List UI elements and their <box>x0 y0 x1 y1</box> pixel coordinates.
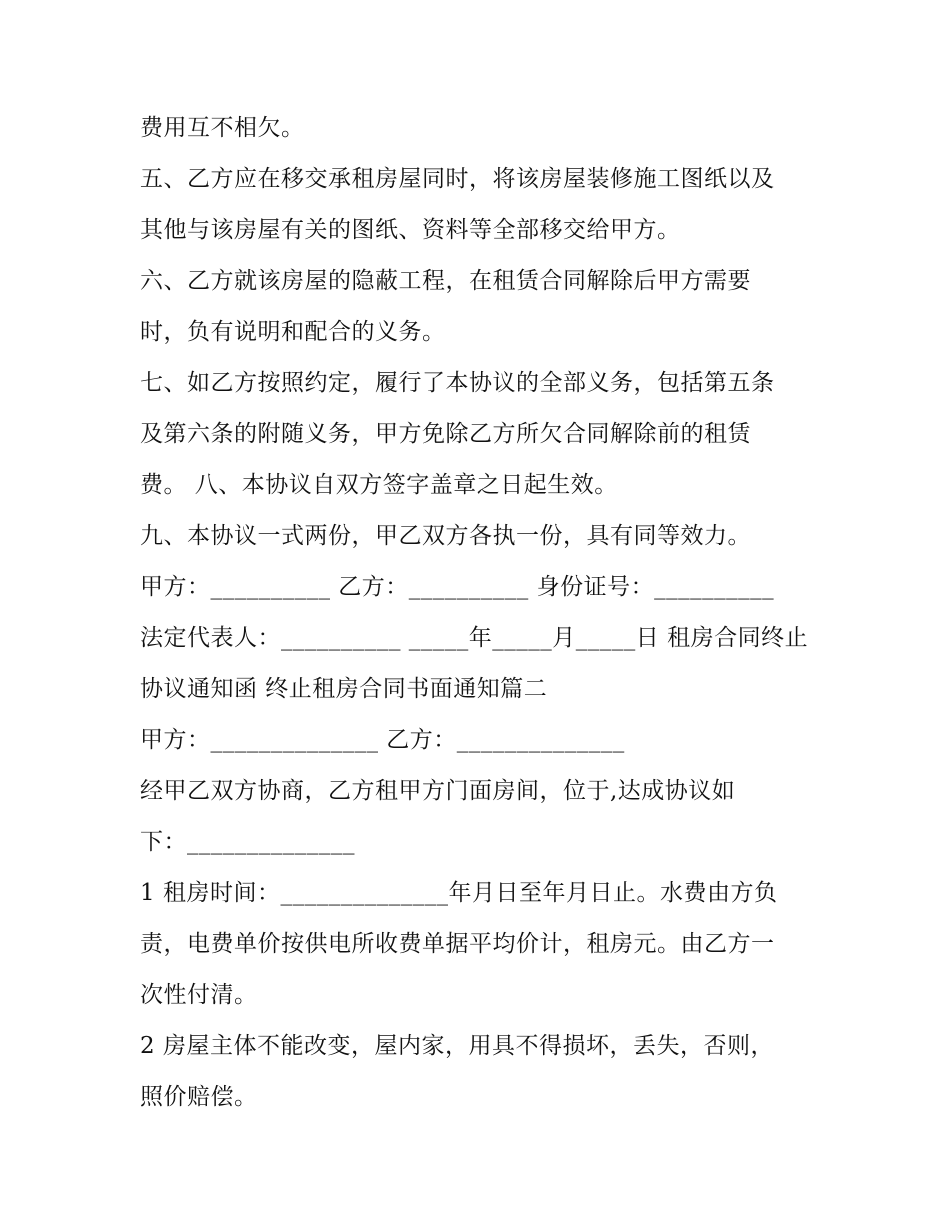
text-line-5: 时，负有说明和配合的义务。 <box>140 319 446 345</box>
text-line-8: 费。 八、本协议自双方签字盖章之日起生效。 <box>140 472 618 498</box>
text-line-17: 责，电费单价按供电所收费单据平均价计，租房元。由乙方一 <box>140 931 775 957</box>
text-line-2: 五、乙方应在移交承租房屋同时，将该房屋装修施工图纸以及 <box>140 166 775 192</box>
parties-line: 甲方：______________ 乙方：______________ <box>140 727 625 753</box>
text-line-7: 及第六条的附随义务，甲方免除乙方所欠合同解除前的租赁 <box>140 421 751 447</box>
text-line-20: 照价赔偿。 <box>140 1084 258 1110</box>
text-line-9: 九、本协议一式两份，甲乙双方各执一份，具有同等效力。 <box>140 523 751 549</box>
text-line-3: 其他与该房屋有关的图纸、资料等全部移交给甲方。 <box>140 217 681 243</box>
text-line-18: 次性付清。 <box>140 982 258 1008</box>
text-line-19: 2 房屋主体不能改变，屋内家，用具不得损坏，丢失，否则， <box>140 1033 774 1059</box>
text-line-4: 六、乙方就该房屋的隐蔽工程，在租赁合同解除后甲方需要 <box>140 268 751 294</box>
text-line-1: 费用互不相欠。 <box>140 115 305 141</box>
signature-line-representative: 法定代表人：__________ _____年_____月_____日 租房合同终止 <box>140 625 809 651</box>
text-line-15: 下：______________ <box>140 829 355 855</box>
signature-line-parties: 甲方：__________ 乙方：__________ 身份证号：__________ <box>140 574 775 600</box>
text-line-6: 七、如乙方按照约定，履行了本协议的全部义务，包括第五条 <box>140 370 775 396</box>
text-line-16: 1 租房时间：______________年月日至年月日止。水费由方负 <box>140 880 778 906</box>
text-line-14: 经甲乙双方协商，乙方租甲方门面房间，位于,达成协议如 <box>140 778 736 804</box>
section-title-line: 协议通知函 终止租房合同书面通知篇二 <box>140 676 548 702</box>
